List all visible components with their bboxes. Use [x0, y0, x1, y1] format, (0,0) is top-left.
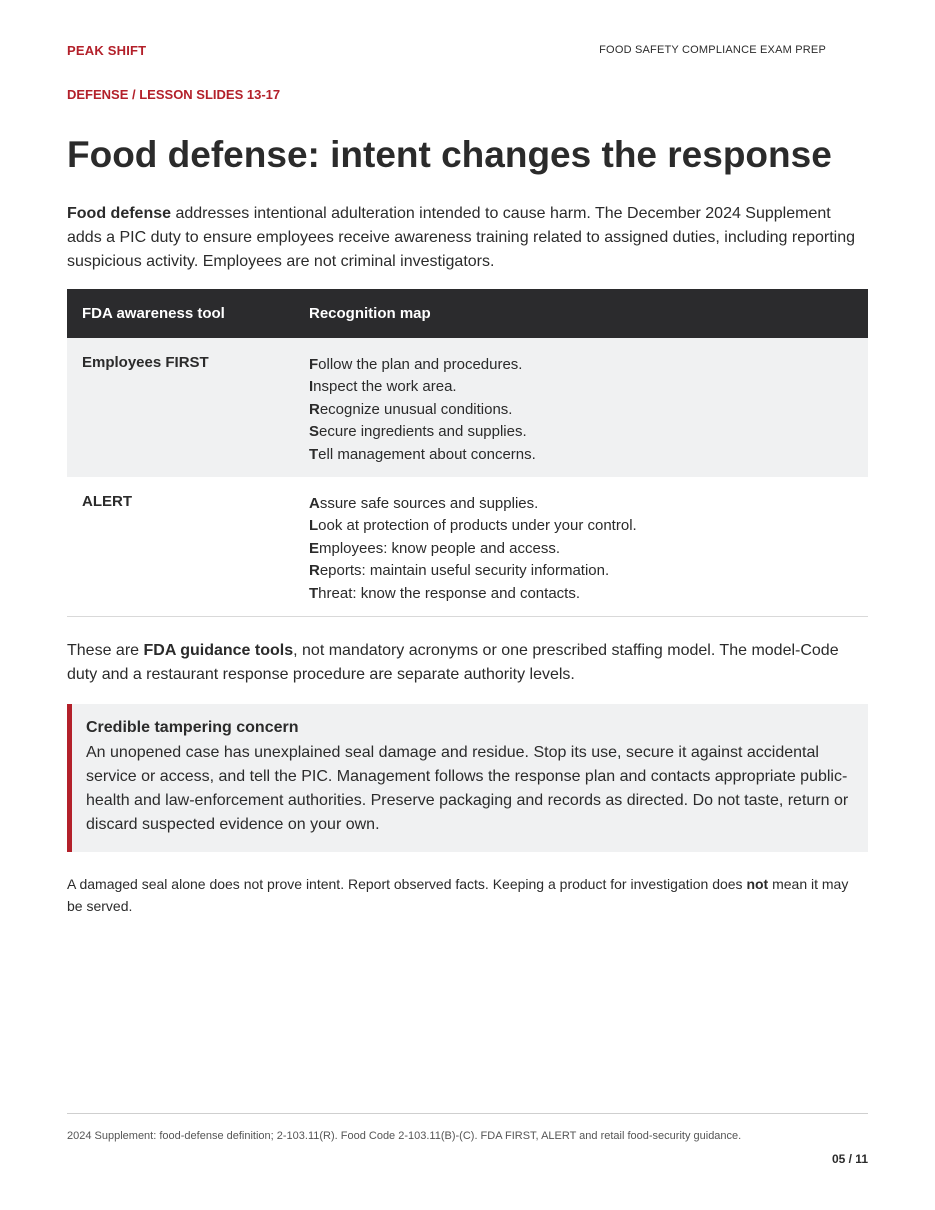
callout-body: An unopened case has unexplained seal damage and residue. Stop its use, secure it against accidental service or access, and tell the PIC. Management follows the response plan and contacts appropriate public-health and law-enforcement authorities. Preserve packaging and records as directed. Do not taste, return or discard suspected evidence on your own. — [86, 744, 849, 833]
map-item: Secure ingredients and supplies. — [309, 423, 527, 441]
recognition-map — [309, 354, 536, 466]
map-item: Assure safe sources and supplies. — [309, 495, 539, 512]
map-item: Look at protection of products under your control. — [309, 517, 637, 535]
tampering-callout — [67, 704, 868, 852]
awareness-tools-table — [67, 289, 868, 617]
intro-text: addresses intentional adulteration intended to cause harm. The December 2024 Supplement adds a PIC duty to ensure employees receive awareness training related to assigned duties, including reporting suspicious activity. Employees are not criminal investigators. — [67, 205, 856, 270]
map-item: Threat: know the response and contacts. — [309, 584, 580, 602]
map-item: Employees: know people and access. — [309, 539, 560, 557]
page-number: 05 / 11 — [831, 1152, 868, 1166]
table-header — [67, 289, 868, 338]
header-map: Recognition map — [309, 305, 431, 322]
source-citation: 2024 Supplement: food-defense definition; 2-103.11(R). Food Code 2-103.11(B)-(C). FDA FIRST, ALERT and retail food-security guidance. — [67, 1130, 742, 1142]
top-bar — [67, 43, 868, 59]
intro-paragraph — [67, 202, 857, 274]
map-item: Follow the plan and procedures. — [309, 356, 523, 373]
recognition-map — [309, 493, 637, 605]
map-item: Tell management about concerns. — [309, 445, 536, 463]
seal-note: A damaged seal alone does not prove intent. Report observed facts. Keeping a product for investigation does not mean it may be served. — [67, 876, 849, 914]
section-kicker: DEFENSE / LESSON SLIDES 13-17 — [67, 87, 281, 102]
guidance-note: These are FDA guidance tools, not mandatory acronyms or one prescribed staffing model. The model-Code duty and a restaurant response procedure are separate authority levels. — [67, 642, 839, 683]
tool-name: Employees FIRST — [82, 354, 209, 371]
course-title: FOOD SAFETY COMPLIANCE EXAM PREP — [599, 44, 826, 56]
map-item: Reports: maintain useful security information. — [309, 562, 610, 580]
tool-name: ALERT — [82, 493, 132, 510]
map-item: Inspect the work area. — [309, 378, 457, 396]
map-item: Recognize unusual conditions. — [309, 400, 513, 418]
table-row — [67, 477, 868, 617]
header-tool: FDA awareness tool — [82, 305, 225, 322]
table-row — [67, 338, 868, 477]
footer-divider — [67, 1113, 868, 1114]
brand-name: PEAK SHIFT — [67, 43, 147, 58]
callout-title: Credible tampering concern — [86, 719, 299, 736]
intro-term: Food defense — [67, 205, 172, 222]
page-title: Food defense: intent changes the response — [67, 134, 832, 175]
